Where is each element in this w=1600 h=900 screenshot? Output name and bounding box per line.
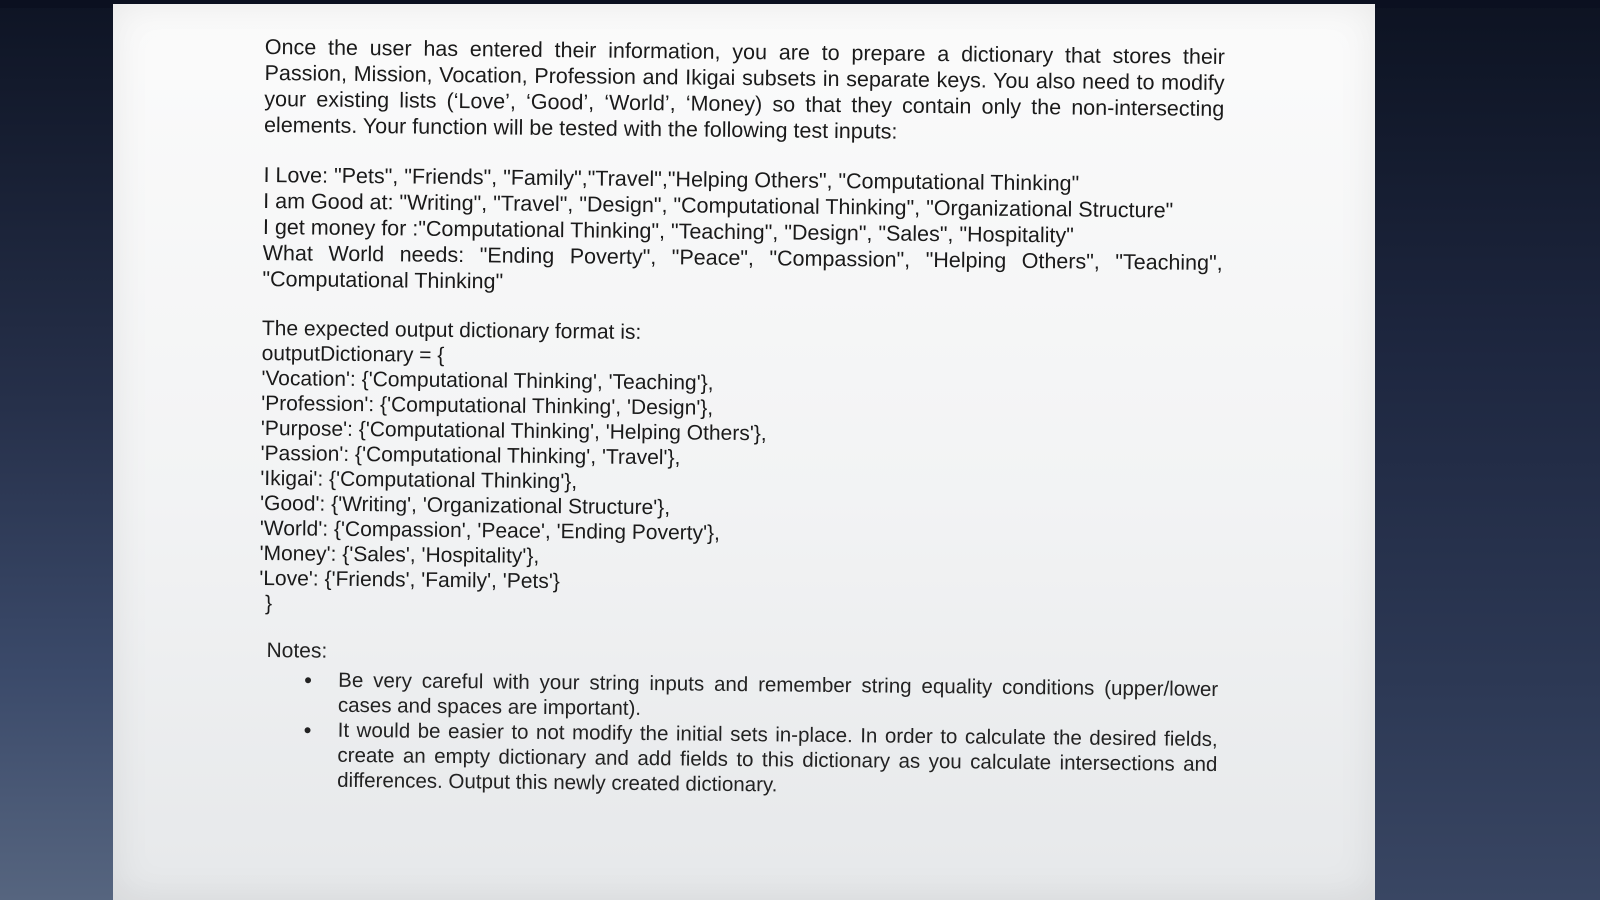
- output-dict-open: outputDictionary = {: [261, 341, 445, 367]
- note-item: • It would be easier to not modify the initial sets in-place. In order to calculate the desired fields, create an empty dictionary and add fields to this dictionary as you calculate intersections and differences. Output this newly created dictionary.: [337, 718, 1218, 802]
- input-good-line: I am Good at: "Writing", "Travel", "Design", "Computational Thinking", "Organizational Structure": [263, 188, 1174, 223]
- input-money-line: I get money for :"Computational Thinking", "Teaching", "Design", "Sales", "Hospitality": [262, 214, 1074, 248]
- output-profession: 'Profession': {'Computational Thinking', 'Design'},: [261, 391, 714, 420]
- output-ikigai: 'Ikigai': {'Computational Thinking'},: [260, 466, 578, 494]
- monitor-bezel-right: [1338, 0, 1600, 900]
- input-love-line: I Love: "Pets", "Friends", "Family","Travel","Helping Others", "Computational Thinking": [263, 162, 1080, 196]
- document-page: [113, 4, 1375, 900]
- output-heading: The expected output dictionary format is:: [261, 316, 642, 344]
- intro-paragraph: Once the user has entered their information, you are to prepare a dictionary that stores their Passion, Mission, Vocation, Profession and Ikigai subsets in separate keys. You also need to modify your existing lists (‘Love’, ‘Good’, ‘World’, ‘Money) so that they contain only the non-intersecting elements. Your function will be tested with the following test inputs:: [263, 34, 1225, 144]
- output-dict-close: }: [264, 592, 273, 616]
- notes-list: [257, 667, 1218, 802]
- monitor-bezel-left: [0, 0, 118, 900]
- output-world: 'World': {'Compassion', 'Peace', 'Ending Poverty'},: [259, 516, 721, 545]
- note-item: • Be very careful with your string inputs and remember string equality conditions (upper/lower cases and spaces are important).: [338, 668, 1218, 727]
- output-vocation: 'Vocation': {'Computational Thinking', 'Teaching'},: [261, 366, 714, 395]
- notes-heading: Notes:: [266, 639, 328, 663]
- output-passion: 'Passion': {'Computational Thinking', 'Travel'},: [260, 441, 681, 470]
- input-world-line: What World needs: "Ending Poverty", "Peace", "Compassion", "Helping Others", "Teaching", "Computational Thinking": [262, 240, 1223, 294]
- output-money: 'Money': {'Sales', 'Hospitality'},: [259, 541, 540, 568]
- output-love: 'Love': {'Friends', 'Family', 'Pets'}: [259, 566, 560, 594]
- expected-output: [259, 316, 1222, 626]
- output-good: 'Good': {'Writing', 'Organizational Structure'},: [259, 491, 671, 520]
- document-content: [257, 34, 1225, 802]
- test-inputs: [262, 162, 1223, 302]
- output-purpose: 'Purpose': {'Computational Thinking', 'Helping Others'},: [260, 416, 767, 446]
